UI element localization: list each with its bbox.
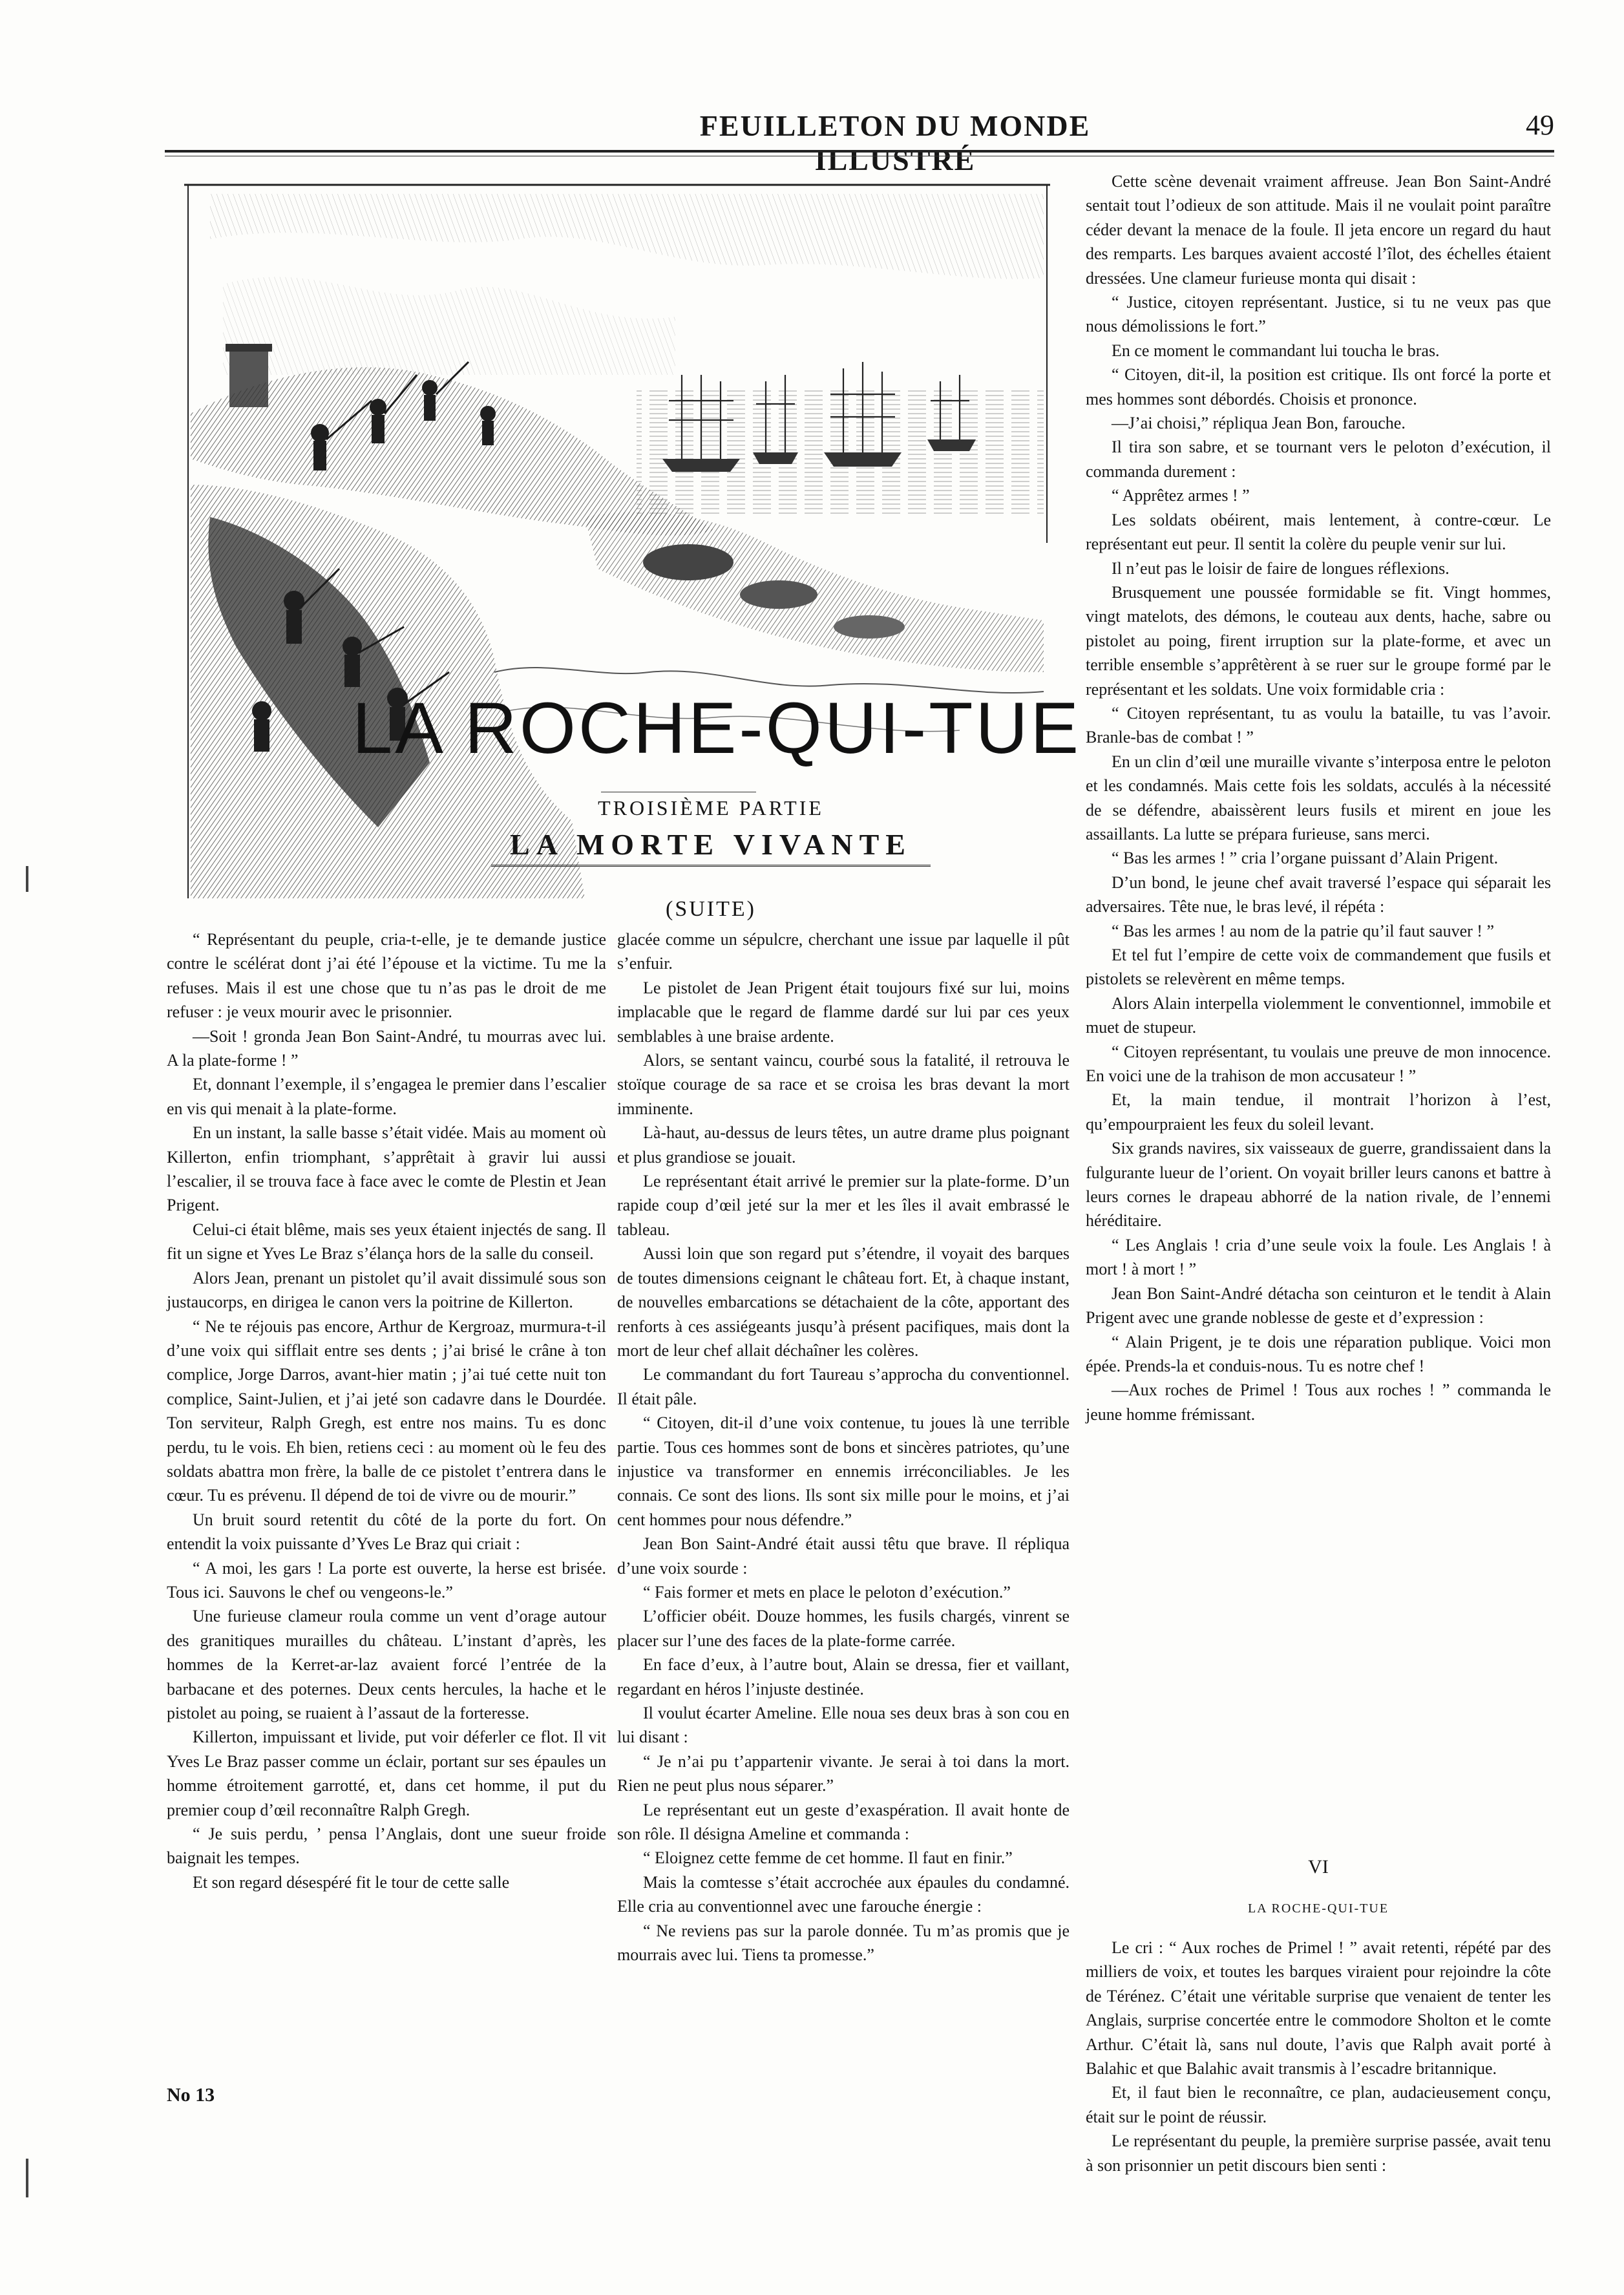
paragraph: Brusquement une poussée formidable se fit. Vingt hommes, vingt matelots, des démons, le couteau aux dents, hache, sabre ou pistolet au poing, firent irruption sur la plate-forme, et avec un terrible ensemble s’apprêtèrent à se ruer sur le groupe formé par le représentant et les soldats. Une voix formidable cria :: [1086, 582, 1551, 699]
paragraph: “ Je n’ai pu t’appartenir vivante. Je serai à toi dans la mort. Rien ne peut plus nous séparer.”: [617, 1751, 1070, 1795]
paragraph: —Soit ! gronda Jean Bon Saint-André, tu mourras avec lui. A la plate-forme ! ”: [167, 1026, 606, 1070]
part-subtitle: LA MORTE VIVANTE: [510, 828, 912, 861]
text-column-3: [1086, 169, 1551, 1426]
paragraph: D’un bond, le jeune chef avait traversé l’espace qui séparait les adversaires. Tête nue, le bras levé, il répéta :: [1086, 873, 1551, 916]
paragraph: —Aux roches de Primel ! Tous aux roches ! ” commanda le jeune homme frémissant.: [1086, 1380, 1551, 1424]
paragraph: Aussi loin que son regard put s’étendre, il voyait des barques de toutes dimensions ceignant le château fort. Et, à chaque instant, de nouvelles embarcations se détachaient de la côte, apportant des renforts à ces assiégeants jusqu’à présent pacifiques, mais dont la mort de leur chef allait déchaîner les colères.: [617, 1244, 1070, 1360]
paragraph: Le représentant était arrivé le premier sur la plate-forme. D’un rapide coup d’œil jeté sur la mer et les îles il avait embrassé le tableau.: [617, 1172, 1070, 1239]
text-column-3-chapter: [1086, 1936, 1551, 2177]
paragraph: Un bruit sourd retentit du côté de la porte du fort. On entendit la voix puissante d’Yves Le Braz qui criait :: [167, 1510, 606, 1554]
paragraph: Alors Alain interpella violemment le conventionnel, immobile et muet de stupeur.: [1086, 993, 1551, 1037]
paragraph: “ Eloignez cette femme de cet homme. Il faut en finir.”: [643, 1848, 1013, 1868]
paragraph: Le cri : “ Aux roches de Primel ! ” avait retenti, répété par des milliers de voix, et toutes les barques viraient pour rejoindre la côte de Térénez. C’était une véritable surprise que venaient de tenter les Anglais, surprise concertée entre le commodore Sholton et le comte Arthur. C’était là, sans nul doute, l’avis que Ralph avait porté à Balahic et que Balahic avait transmis à l’escadre britannique.: [1086, 1938, 1551, 2078]
paragraph: En un clin d’œil une muraille vivante s’interposa entre le peloton et les condamnés. Mais cette fois les soldats, acculés à la nécessité de se défendre, abaissèrent leurs fusils et mirent en joue les assaillants. La lutte se prépara furieuse, sans merci.: [1086, 752, 1551, 843]
paragraph: Alors Jean, prenant un pistolet qu’il avait dissimulé sous son justaucorps, en dirigea le canon vers la poitrine de Killerton.: [167, 1268, 606, 1312]
paragraph: “ Je suis perdu, ’ pensa l’Anglais, dont une sueur froide baignait les tempes.: [167, 1824, 606, 1868]
paragraph: “ Citoyen représentant, tu as voulu la bataille, tu vas l’avoir. Branle-bas de combat ! ”: [1086, 703, 1551, 747]
margin-mark: [26, 866, 28, 892]
paragraph: “ Fais former et mets en place le peloton d’exécution.”: [643, 1582, 1011, 1602]
paragraph: “ Justice, citoyen représentant. Justice, si tu ne veux pas que nous démolissions le fort.”: [1086, 293, 1551, 336]
paragraph: Et, il faut bien le reconnaître, ce plan, audacieusement conçu, était sur le point de réussir.: [1086, 2083, 1551, 2126]
paragraph: “ Apprêtez armes ! ”: [1112, 486, 1250, 505]
paragraph: “ Citoyen, dit-il, la position est critique. Ils ont forcé la porte et mes hommes sont débordés. Choisis et prononce.: [1086, 365, 1551, 408]
margin-mark: [26, 2159, 28, 2197]
paragraph: “ Ne reviens pas sur la parole donnée. Tu m’as promis que je mourrais avec lui. Tiens ta promesse.”: [617, 1921, 1070, 1965]
paragraph: Six grands navires, six vaisseaux de guerre, grandissaient dans la fulgurante lueur de l’orient. On voyait briller leurs canons et battre à leurs cornes le drapeau abhorré de la nation rivale, de l’ennemi héréditaire.: [1086, 1139, 1551, 1231]
paragraph: “ Alain Prigent, je te dois une réparation publique. Voici mon épée. Prends-la et conduis-nous. Tu es notre chef !: [1086, 1332, 1551, 1375]
paragraph: “ A moi, les gars ! La porte est ouverte, la herse est brisée. Tous ici. Sauvons le chef ou vengeons-le.”: [167, 1558, 606, 1602]
paragraph: Jean Bon Saint-André détacha son ceinturon et le tendit à Alain Prigent avec une grande noblesse de geste et d’expression :: [1086, 1284, 1551, 1327]
paragraph: En un instant, la salle basse s’était vidée. Mais au moment où Killerton, enfin triomphant, s’apprêtait à gravir lui aussi l’escalier, il se trouva face à face avec le comte de Plestin et Jean Prigent.: [167, 1123, 606, 1215]
paragraph: “ Bas les armes ! ” cria l’organe puissant d’Alain Prigent.: [1112, 849, 1499, 868]
paragraph: Et tel fut l’empire de cette voix de commandement que fusils et pistolets se relevèrent en même temps.: [1086, 946, 1551, 989]
continued-label: (SUITE): [666, 897, 756, 921]
paragraph: “ Bas les armes ! au nom de la patrie qu’il faut sauver ! ”: [1112, 921, 1494, 940]
text-column-2: [617, 927, 1070, 1967]
paragraph: Le pistolet de Jean Prigent était toujours fixé sur lui, moins implacable que le regard de flamme dardé sur lui par ces yeux semblables à une braise ardente.: [617, 978, 1070, 1046]
text-column-1: [167, 927, 606, 1894]
paragraph: Les soldats obéirent, mais lentement, à contre-cœur. Le représentant eut peur. Il sentit la colère du peuple venir sur lui.: [1086, 510, 1551, 554]
paragraph: Mais la comtesse s’était accrochée aux épaules du condamné. Elle cria au conventionnel avec une farouche énergie :: [617, 1872, 1070, 1916]
story-title: LA ROCHE-QUI-TUE: [352, 688, 1082, 768]
part-heading: TROISIÈME PARTIE: [598, 796, 824, 820]
paragraph: “ Les Anglais ! cria d’une seule voix la foule. Les Anglais ! à mort ! à mort ! ”: [1086, 1235, 1551, 1279]
subtitle-rule: [491, 865, 931, 867]
paragraph: Celui-ci était blême, mais ses yeux étaient injectés de sang. Il fit un signe et Yves Le Braz s’élança hors de la salle du conseil.: [167, 1220, 606, 1264]
paragraph: Le représentant eut un geste d’exaspération. Il avait honte de son rôle. Il désigna Ameline et commanda :: [617, 1800, 1070, 1844]
paragraph: Il n’eut pas le loisir de faire de longues réflexions.: [1112, 558, 1450, 578]
paragraph: —J’ai choisi,” répliqua Jean Bon, farouche.: [1112, 414, 1406, 433]
paragraph: Il tira son sabre, et se tournant vers le peloton d’exécution, il commanda durement :: [1086, 438, 1551, 481]
paragraph: Killerton, impuissant et livide, put voir déferler ce flot. Il vit Yves Le Braz passer comme un éclair, portant sur ses épaules un homme étroitement garrotté, et, dans cet homme, il put du premier coup d’œil reconnaître Ralph Gregh.: [167, 1728, 606, 1819]
running-title: FEUILLETON DU MONDE ILLUSTRÉ: [699, 109, 1091, 176]
paragraph: glacée comme un sépulcre, cherchant une issue par laquelle il pût s’enfuir.: [617, 930, 1070, 973]
paragraph: “ Représentant du peuple, cria-t-elle, je te demande justice contre le scélérat dont j’ai été l’épouse et la victime. Tu me la refuses. Mais il est une chose que tu n’as pas le droit de me refuser : je veux mourir avec le prisonnier.: [167, 930, 606, 1022]
header-rule-thick: [165, 150, 1554, 153]
paragraph: En face d’eux, à l’autre bout, Alain se dressa, fier et vaillant, regardant en héros l’injuste destinée.: [617, 1655, 1070, 1698]
paragraph: Et, donnant l’exemple, il s’engagea le premier dans l’escalier en vis qui menait à la plate-forme.: [167, 1075, 606, 1118]
chapter-title: LA ROCHE-QUI-TUE: [1247, 1901, 1389, 1916]
paragraph: “ Citoyen, dit-il d’une voix contenue, tu joues là une terrible partie. Tous ces hommes sont de bons et sincères patriotes, qu’une injustice va transformer en ennemis irréconciliables. Je les connais. Ce sont des lions. Ils sont six mille pour le moins, et j’ai cent hommes pour nous défendre.”: [617, 1413, 1070, 1529]
paragraph: Le représentant du peuple, la première surprise passée, avait tenu à son prisonnier un petit discours bien senti :: [1086, 2131, 1551, 2175]
paragraph: Et, la main tendue, il montrait l’horizon à l’est, qu’empourpraient les feux du soleil levant.: [1086, 1090, 1551, 1134]
paragraph: En ce moment le commandant lui toucha le bras.: [1112, 341, 1440, 360]
paragraph: Et son regard désespéré fit le tour de cette salle: [193, 1872, 510, 1892]
issue-number: No 13: [167, 2084, 215, 2106]
paragraph: Une furieuse clameur roula comme un vent d’orage autour des granitiques murailles du château. L’instant d’après, les hommes de la Kerret-ar-laz avaient forcé l’entrée de la barbacane et des poternes. Deux cents hercules, la hache et le pistolet au poing, se ruaient à l’assaut de la forteresse.: [167, 1607, 606, 1722]
page-header: [165, 109, 1554, 176]
paragraph: Là-haut, au-dessus de leurs têtes, un autre drame plus poignant et plus grandiose se jouait.: [617, 1123, 1070, 1167]
paragraph: Il voulut écarter Ameline. Elle noua ses deux bras à son cou en lui disant :: [617, 1704, 1070, 1747]
paragraph: L’officier obéit. Douze hommes, les fusils chargés, vinrent se placer sur l’une des faces de la plate-forme carrée.: [617, 1607, 1070, 1650]
paragraph: Cette scène devenait vraiment affreuse. Jean Bon Saint-André sentait tout l’odieux de son attitude. Mais il ne voulait point paraître céder devant la menace de la foule. Il jeta encore un regard du haut des remparts. Les barques avaient accosté l’îlot, des échelles étaient dressées. Une clameur furieuse monta qui disait :: [1086, 172, 1551, 288]
paragraph: “ Ne te réjouis pas encore, Arthur de Kergroaz, murmura-t-il d’une voix qui sifflait entre ses dents ; j’ai brisé le crâne à ton complice, Jorge Darros, avant-hier matin ; j’ai tué cette nuit ton complice, Saint-Julien, et j’ai jeté son cadavre dans le Dourdée. Ton serviteur, Ralph Gregh, est entre nos mains. Tu es donc perdu, tu le vois. Eh bien, retiens ceci : au moment où le feu des soldats abattra mon frère, la balle de ce pistolet t’entrera dans le cœur. Tu es prévenu. Il dépend de toi de vivre ou de mourir.”: [167, 1317, 606, 1505]
page-number: 49: [1526, 109, 1554, 141]
paragraph: Jean Bon Saint-André était aussi têtu que brave. Il répliqua d’une voix sourde :: [617, 1534, 1070, 1578]
paragraph: Le commandant du fort Taureau s’approcha du conventionnel. Il était pâle.: [617, 1365, 1070, 1408]
chapter-number: VI: [1308, 1856, 1329, 1877]
paragraph: Alors, se sentant vaincu, courbé sous la fatalité, il retrouva le stoïque courage de sa race et se croisa les bras devant la mort imminente.: [617, 1051, 1070, 1118]
paragraph: “ Citoyen représentant, tu voulais une preuve de mon innocence. En voici une de la trahison de mon accusateur ! ”: [1086, 1042, 1551, 1086]
